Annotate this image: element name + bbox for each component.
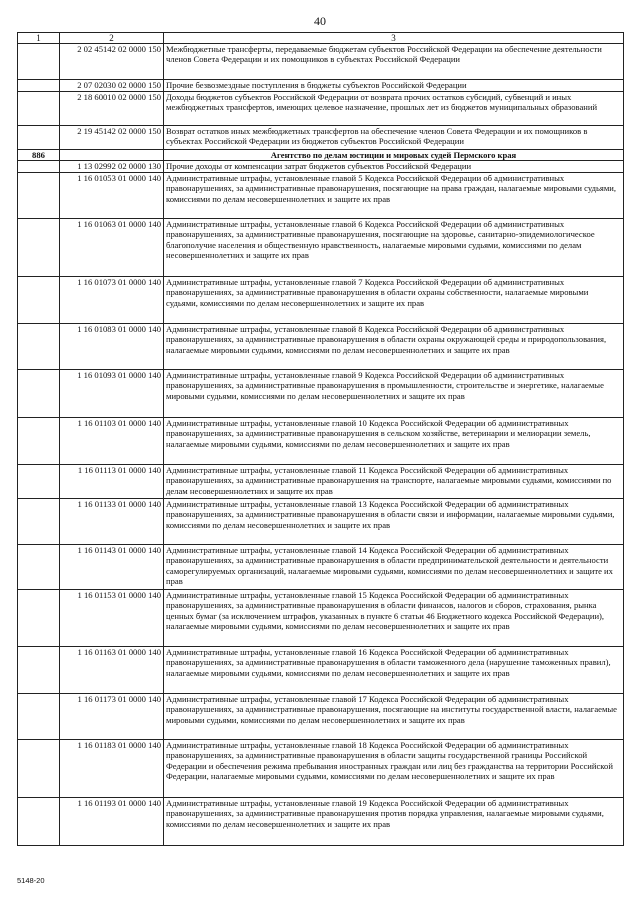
revenue-description-cell: Возврат остатков иных межбюджетных трансфертов на обеспечение членов Совета Федерации и их помощников в субъектах Российской Федерации из бюджетов субъектов Российской Федерации <box>164 126 624 150</box>
revenue-code-cell: 1 16 01073 01 0000 140 <box>60 276 164 323</box>
table-row <box>18 161 624 172</box>
revenue-code-cell: 1 16 01133 01 0000 140 <box>60 498 164 544</box>
table-row <box>18 464 624 498</box>
table-body <box>18 44 624 846</box>
administrator-code-cell <box>18 797 60 845</box>
revenue-description-cell: Административные штрафы, установленные главой 18 Кодекса Российской Федерации об административных правонарушениях, за административные правонарушения в области защиты государственной границы Российской Федерации и обеспечения режима пребывания иностранных граждан или лиц без гражданства на территории Российской Федерации, налагаемые мировыми судьями, комиссиями по делам несовершеннолетних и защите их прав <box>164 739 624 797</box>
revenue-description-cell: Прочие безвозмездные поступления в бюджеты субъектов Российской Федерации <box>164 80 624 92</box>
revenue-description-cell: Административные штрафы, установленные главой 15 Кодекса Российской Федерации об административных правонарушениях, за административные правонарушения в области финансов, налогов и сборов, страхования, рынка ценных бумаг (за исключением штрафов, указанных в пункте 6 статьи 46 Бюджетного кодекса Российской Федерации), налагаемые мировыми судьями, комиссиями по делам несовершеннолетних и защите их прав <box>164 589 624 646</box>
revenue-code-cell: 1 16 01063 01 0000 140 <box>60 218 164 276</box>
revenue-description-cell: Административные штрафы, установленные главой 8 Кодекса Российской Федерации об административных правонарушениях, за административные правонарушения в области охраны окружающей среды и природопользования, налагаемые мировыми судьями, комиссиями по делам несовершеннолетних и защите их прав <box>164 323 624 369</box>
administrator-code-cell <box>18 126 60 150</box>
table-row <box>18 323 624 369</box>
table-row <box>18 126 624 150</box>
revenue-code-cell: 1 16 01173 01 0000 140 <box>60 693 164 739</box>
revenue-code-cell: 2 07 02030 02 0000 150 <box>60 80 164 92</box>
revenue-description-cell: Административные штрафы, установленные главой 14 Кодекса Российской Федерации об административных правонарушениях, за административные правонарушения в области предпринимательской деятельности и деятельности саморегулируемых организаций, налагаемые мировыми судьями, комиссиями по делам несовершеннолетних и защите их прав <box>164 544 624 589</box>
agency-row <box>18 150 624 161</box>
administrator-code-cell <box>18 276 60 323</box>
administrator-code-cell <box>18 544 60 589</box>
administrator-code-cell <box>18 417 60 464</box>
revenue-description-cell: Административные штрафы, установленные главой 9 Кодекса Российской Федерации об административных правонарушениях, за административные правонарушения в промышленности, строительстве и энергетике, налагаемые мировыми судьями, комиссиями по делам несовершеннолетних и защите их прав <box>164 369 624 417</box>
administrator-code-cell: 886 <box>18 150 60 161</box>
administrator-code-cell <box>18 739 60 797</box>
revenue-description-cell: Административные штрафы, установленные главой 19 Кодекса Российской Федерации об административных правонарушениях, за административные правонарушения против порядка управления, налагаемые мировыми судьями, комиссиями по делам несовершеннолетних и защите их прав <box>164 797 624 845</box>
table-row <box>18 417 624 464</box>
agency-name-cell: Агентство по делам юстиции и мировых судей Пермского края <box>164 150 624 161</box>
table-row <box>18 44 624 80</box>
table-row <box>18 218 624 276</box>
revenue-code-cell: 1 16 01143 01 0000 140 <box>60 544 164 589</box>
administrator-code-cell <box>18 161 60 172</box>
column-header-1: 1 <box>18 33 60 44</box>
revenue-code-cell: 1 16 01053 01 0000 140 <box>60 172 164 218</box>
administrator-code-cell <box>18 369 60 417</box>
table-row <box>18 276 624 323</box>
revenue-code-cell: 1 16 01113 01 0000 140 <box>60 464 164 498</box>
administrator-code-cell <box>18 589 60 646</box>
revenue-code-cell: 2 18 60010 02 0000 150 <box>60 92 164 126</box>
revenue-description-cell: Административные штрафы, установленные главой 17 Кодекса Российской Федерации об административных правонарушениях, за административные правонарушения, посягающие на институты государственной власти, налагаемые мировыми судьями, комиссиями по делам несовершеннолетних и защите их прав <box>164 693 624 739</box>
revenue-description-cell: Административные штрафы, установленные главой 7 Кодекса Российской Федерации об административных правонарушениях, за административные правонарушения в области охраны собственности, налагаемые мировыми судьями, комиссиями по делам несовершеннолетних и защите их прав <box>164 276 624 323</box>
table-row <box>18 172 624 218</box>
administrator-code-cell <box>18 172 60 218</box>
page-number: 40 <box>314 14 326 28</box>
table-row <box>18 544 624 589</box>
revenue-code-cell: 1 16 01083 01 0000 140 <box>60 323 164 369</box>
revenue-code-cell: 1 13 02992 02 0000 130 <box>60 161 164 172</box>
table-row <box>18 589 624 646</box>
document-code: 5148-20 <box>17 876 45 885</box>
administrator-code-cell <box>18 218 60 276</box>
revenue-description-cell: Доходы бюджетов субъектов Российской Федерации от возврата прочих остатков субсидий, субвенций и иных межбюджетных трансфертов, имеющих целевое назначение, прошлых лет из бюджетов муниципальных образований <box>164 92 624 126</box>
column-header-3: 3 <box>164 33 624 44</box>
administrator-code-cell <box>18 323 60 369</box>
revenue-code-cell: 1 16 01153 01 0000 140 <box>60 589 164 646</box>
administrator-code-cell <box>18 92 60 126</box>
revenue-code-cell: 1 16 01103 01 0000 140 <box>60 417 164 464</box>
administrator-code-cell <box>18 464 60 498</box>
administrator-code-cell <box>18 646 60 693</box>
administrator-code-cell <box>18 498 60 544</box>
revenue-codes-table <box>17 32 624 846</box>
revenue-code-cell: 2 19 45142 02 0000 150 <box>60 126 164 150</box>
administrator-code-cell <box>18 44 60 80</box>
revenue-description-cell: Административные штрафы, установленные главой 6 Кодекса Российской Федерации об административных правонарушениях, за административные правонарушения, посягающие на здоровье, санитарно-эпидемиологическое благополучие населения и общественную нравственность, налагаемые мировыми судьями, комиссиями по делам несовершеннолетних и защите их прав <box>164 218 624 276</box>
revenue-description-cell: Административные штрафы, установленные главой 16 Кодекса Российской Федерации об административных правонарушениях, за административные правонарушения в области таможенного дела (нарушение таможенных правил), налагаемые мировыми судьями, комиссиями по делам несовершеннолетних и защите их прав <box>164 646 624 693</box>
table-row <box>18 646 624 693</box>
revenue-description-cell: Административные штрафы, установленные главой 10 Кодекса Российской Федерации об административных правонарушениях, за административные правонарушения в сельском хозяйстве, ветеринарии и мелиорации земель, налагаемые мировыми судьями, комиссиями по делам несовершеннолетних и защите их прав <box>164 417 624 464</box>
revenue-code-cell: 1 16 01193 01 0000 140 <box>60 797 164 845</box>
table-row <box>18 80 624 92</box>
table-row <box>18 92 624 126</box>
revenue-description-cell: Межбюджетные трансферты, передаваемые бюджетам субъектов Российской Федерации на обеспечение деятельности членов Совета Федерации и их помощников в субъектах Российской Федерации <box>164 44 624 80</box>
administrator-code-cell <box>18 80 60 92</box>
revenue-code-cell: 1 16 01093 01 0000 140 <box>60 369 164 417</box>
revenue-description-cell: Административные штрафы, установленные главой 11 Кодекса Российской Федерации об административных правонарушениях, за административные правонарушения на транспорте, налагаемые мировыми судьями, комиссиями по делам несовершеннолетних и защите их прав <box>164 464 624 498</box>
revenue-description-cell: Прочие доходы от компенсации затрат бюджетов субъектов Российской Федерации <box>164 161 624 172</box>
table-row <box>18 498 624 544</box>
revenue-description-cell: Административные штрафы, установленные главой 13 Кодекса Российской Федерации об административных правонарушениях, за административные правонарушения в области связи и информации, налагаемые мировыми судьями, комиссиями по делам несовершеннолетних и защите их прав <box>164 498 624 544</box>
administrator-code-cell <box>18 693 60 739</box>
table-row <box>18 369 624 417</box>
revenue-code-cell <box>60 150 164 161</box>
table-row <box>18 797 624 845</box>
revenue-description-cell: Административные штрафы, установленные главой 5 Кодекса Российской Федерации об административных правонарушениях, за административные правонарушения, посягающие на права граждан, налагаемые мировыми судьями, комиссиями по делам несовершеннолетних и защите их прав <box>164 172 624 218</box>
column-header-2: 2 <box>60 33 164 44</box>
revenue-code-cell: 2 02 45142 02 0000 150 <box>60 44 164 80</box>
table-row <box>18 739 624 797</box>
table-header-row <box>18 33 624 44</box>
revenue-code-cell: 1 16 01183 01 0000 140 <box>60 739 164 797</box>
table-row <box>18 693 624 739</box>
revenue-code-cell: 1 16 01163 01 0000 140 <box>60 646 164 693</box>
